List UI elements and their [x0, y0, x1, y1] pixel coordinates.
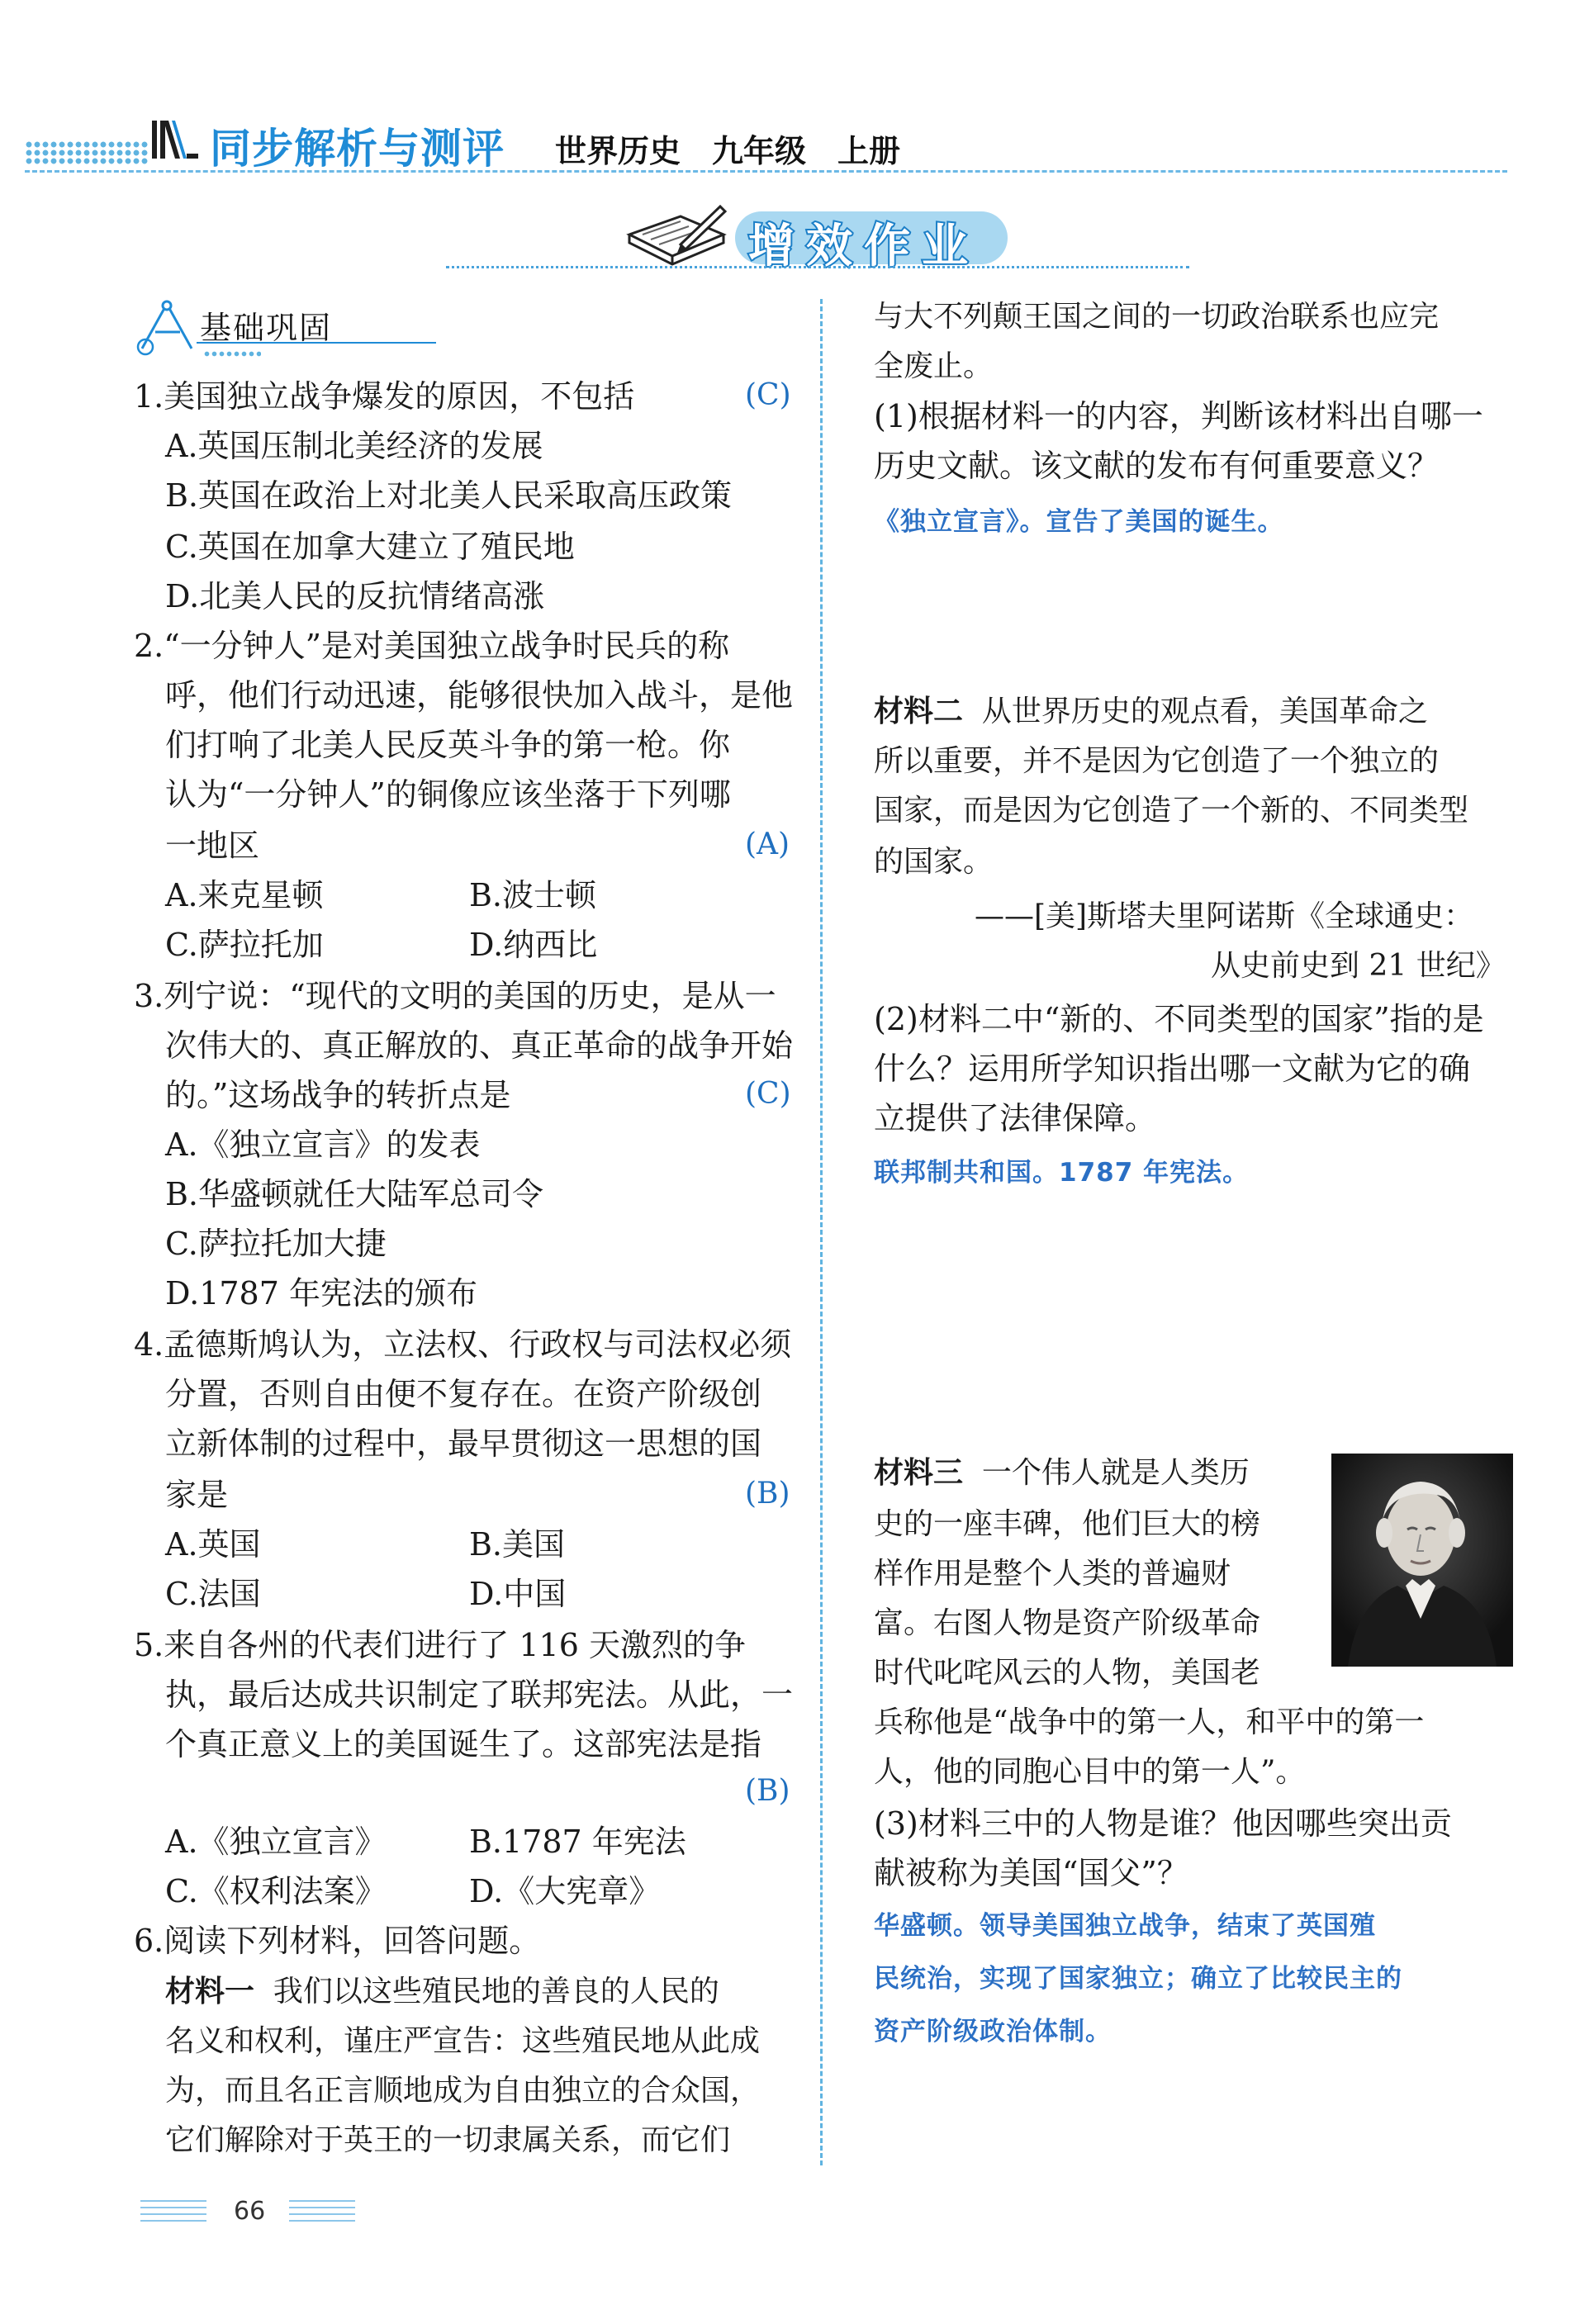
section-banner — [619, 197, 1049, 276]
q2-option-c: C.萨拉托加 — [165, 927, 324, 963]
compass-pencil-icon — [134, 299, 197, 357]
material3-line: 材料三 一个伟人就是人类历 — [874, 1456, 1250, 1490]
q6-stem: 6.阅读下列材料，回答问题。 — [134, 1923, 541, 1959]
sub2-question: 立提供了法律保障。 — [874, 1100, 1157, 1136]
washington-portrait-image — [1331, 1454, 1513, 1667]
q2-line: 2.“一分钟人”是对美国独立战争时民兵的称 — [134, 628, 730, 664]
column-divider — [820, 299, 823, 2165]
sub3-question: 献被称为美国“国父”？ — [874, 1855, 1188, 1891]
material2-line: 的国家。 — [874, 845, 994, 879]
q4-line: 立新体制的过程中，最早贯彻这一思想的国 — [165, 1425, 762, 1462]
q3-line: 次伟大的、真正解放的、真正革命的战争开始 — [165, 1027, 794, 1064]
banner-title: 增效作业 — [748, 220, 980, 273]
sub1-question: (1)根据材料一的内容，判断该材料出自哪一 — [874, 398, 1483, 434]
material2-label: 材料二 — [874, 695, 964, 728]
sub2-answer: 联邦制共和国。1787 年宪法。 — [874, 1158, 1250, 1188]
q3-option-c: C.萨拉托加大捷 — [165, 1226, 387, 1262]
q4-option-a: A.英国 — [165, 1526, 261, 1563]
page-number-deco-right — [289, 2200, 355, 2222]
material1-line: 与大不列颠王国之间的一切政治联系也应完 — [874, 300, 1440, 334]
q3-option-d: D.1787 年宪法的颁布 — [165, 1275, 477, 1311]
material1-line: 全废止。 — [874, 349, 994, 383]
material3-line: 兵称他是“战争中的第一人，和平中的第一 — [874, 1705, 1425, 1739]
sub2-question: (2)材料二中“新的、不同类型的国家”指的是 — [874, 1001, 1484, 1037]
material1-line: 材料一 我们以这些殖民地的善良的人民的 — [165, 1975, 719, 2009]
sub1-question: 历史文献。该文献的发布有何重要意义？ — [874, 448, 1440, 484]
q2-option-d: D.纳西比 — [469, 927, 598, 963]
material2-line: 材料二 从世界历史的观点看，美国革命之 — [874, 695, 1428, 728]
material2-source: ——[美]斯塔夫里阿诺斯《全球通史： — [975, 899, 1474, 933]
notebook-pen-icon — [623, 202, 730, 274]
material1-line: 它们解除对于英王的一切隶属关系，而它们 — [165, 2123, 731, 2157]
header-dots-decoration — [25, 140, 149, 165]
q4-line: 4.孟德斯鸠认为，立法权、行政权与司法权必须 — [134, 1326, 792, 1363]
sub2-question: 什么？运用所学知识指出哪一文献为它的确 — [874, 1051, 1471, 1087]
header-divider — [25, 170, 1507, 173]
sub1-answer: 《独立宣言》。宣告了美国的诞生。 — [874, 507, 1284, 537]
material2-line: 国家，而是因为它创造了一个新的、不同类型 — [874, 794, 1469, 828]
section-title: 基础巩固 — [200, 310, 333, 346]
q5-option-b: B.1787 年宪法 — [469, 1824, 686, 1860]
q1-option-d: D.北美人民的反抗情绪高涨 — [165, 578, 545, 614]
q4-answer: (B) — [745, 1477, 790, 1511]
q3-line: 3.列宁说：“现代的文明的美国的历史，是从一 — [134, 978, 776, 1014]
material2-line: 所以重要，并不是因为它创造了一个独立的 — [874, 744, 1440, 778]
q2-answer: (A) — [745, 828, 790, 861]
q1-option-a: A.英国压制北美经济的发展 — [165, 428, 543, 464]
sub3-answer-line: 资产阶级政治体制。 — [874, 2017, 1112, 2047]
q2-line: 们打响了北美人民反英斗争的第一枪。你 — [165, 727, 731, 763]
q4-line: 家是 — [165, 1477, 229, 1513]
page-number: 66 — [234, 2197, 266, 2226]
sub3-question: (3)材料三中的人物是谁？他因哪些突出贡 — [874, 1805, 1452, 1842]
q3-line: 的。”这场战争的转折点是 — [165, 1077, 511, 1113]
book-logo-icon — [150, 114, 200, 164]
q5-option-a: A.《独立宣言》 — [165, 1824, 387, 1860]
q3-option-b: B.华盛顿就任大陆军总司令 — [165, 1176, 544, 1212]
q2-option-b: B.波士顿 — [469, 877, 597, 913]
q2-option-a: A.来克星顿 — [165, 877, 324, 913]
section-dots — [203, 350, 261, 358]
q4-option-c: C.法国 — [165, 1576, 261, 1612]
q5-line: 5.来自各州的代表们进行了 116 天激烈的争 — [134, 1627, 746, 1663]
banner-underline — [446, 266, 1189, 268]
page-number-deco-left — [140, 2200, 206, 2222]
q5-line: 个真正意义上的美国诞生了。这部宪法是指 — [165, 1726, 762, 1762]
q4-option-b: B.美国 — [469, 1526, 566, 1563]
q1-stem: 1.美国独立战争爆发的原因，不包括 — [134, 378, 635, 415]
material1-line: 为，而且名正言顺地成为自由独立的合众国， — [165, 2074, 761, 2108]
material1-line: 名义和权利，谨庄严宣告：这些殖民地从此成 — [165, 2024, 761, 2058]
q4-line: 分置，否则自由便不复存在。在资产阶级创 — [165, 1376, 762, 1412]
material2-source: 从史前史到 21 世纪》 — [1211, 949, 1506, 983]
section-header — [134, 299, 439, 349]
q5-option-d: D.《大宪章》 — [469, 1873, 661, 1909]
material1-label: 材料一 — [165, 1975, 255, 2009]
material3-line: 时代叱咤风云的人物，美国老 — [874, 1656, 1261, 1690]
sub3-answer-line: 华盛顿。领导美国独立战争，结束了英国殖 — [874, 1911, 1376, 1941]
material3-line: 史的一座丰碑，他们巨大的榜 — [874, 1507, 1261, 1541]
q1-option-b: B.英国在政治上对北美人民采取高压政策 — [165, 477, 733, 514]
q4-option-d: D.中国 — [469, 1576, 567, 1612]
material3-label: 材料三 — [874, 1456, 964, 1490]
sub3-answer-line: 民统治，实现了国家独立；确立了比较民主的 — [874, 1964, 1402, 1994]
q3-option-a: A.《独立宣言》的发表 — [165, 1126, 481, 1163]
q3-answer: (C) — [745, 1077, 791, 1111]
material3-line: 样作用是整个人类的普遍财 — [874, 1557, 1231, 1591]
material3-line: 富。右图人物是资产阶级革命 — [874, 1606, 1261, 1640]
q2-line: 一地区 — [165, 828, 260, 864]
q2-line: 认为“一分钟人”的铜像应该坐落于下列哪 — [165, 776, 731, 813]
q1-answer: (C) — [745, 378, 791, 412]
q2-line: 呼，他们行动迅速，能够很快加入战斗，是他 — [165, 677, 794, 714]
section-underline — [197, 342, 436, 344]
material3-line: 人，他的同胞心目中的第一人”。 — [874, 1755, 1306, 1789]
q1-option-c: C.英国在加拿大建立了殖民地 — [165, 529, 575, 565]
book-subtitle: 世界历史 九年级 上册 — [555, 133, 901, 169]
brand-title: 同步解析与测评 — [210, 125, 505, 173]
q5-option-c: C.《权利法案》 — [165, 1873, 387, 1909]
q5-line: 执，最后达成共识制定了联邦宪法。从此，一 — [165, 1677, 794, 1713]
q5-answer: (B) — [745, 1774, 790, 1808]
